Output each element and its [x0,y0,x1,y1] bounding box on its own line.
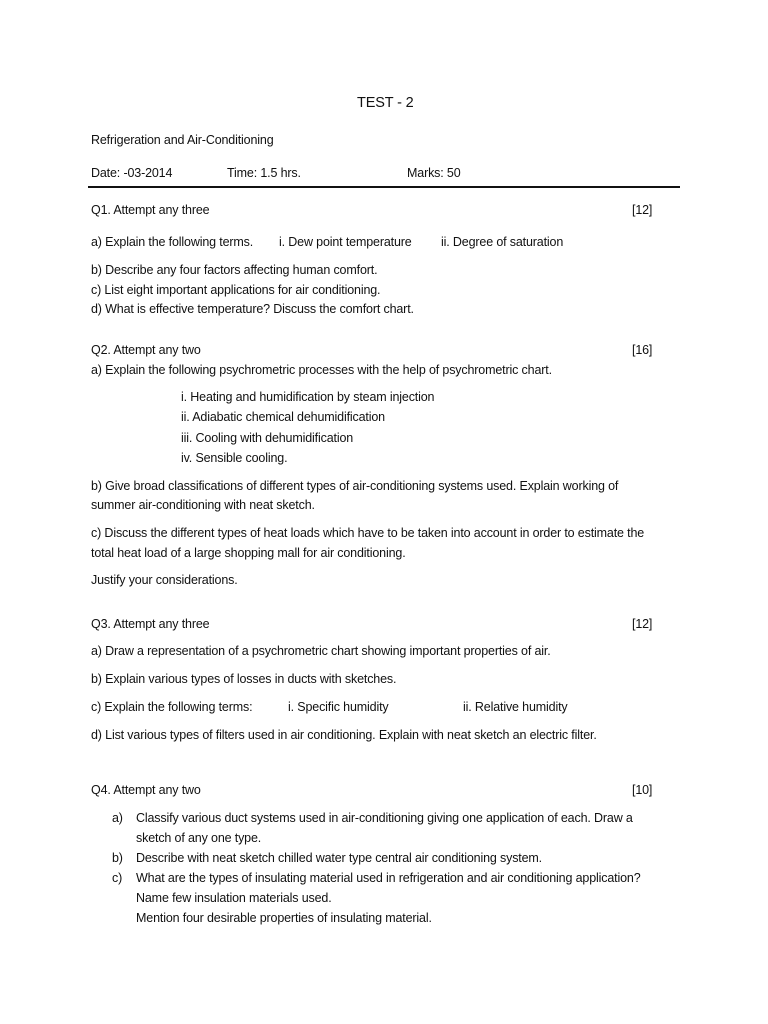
q1-c: c) List eight important applications for air conditioning. [91,283,381,297]
q1-a-term2: ii. Degree of saturation [441,235,564,249]
q2-marks: [16] [632,343,653,357]
q1-d: d) What is effective temperature? Discuss the comfort chart. [91,302,414,316]
q3-c-term1: i. Specific humidity [288,700,389,714]
q2-a: a) Explain the following psychrometric processes with the help of psychrometric chart. [91,363,552,377]
q4-c-label: c) [112,871,123,885]
q3-a: a) Draw a representation of a psychrometric chart showing important properties of air. [91,644,551,658]
q1-marks: [12] [632,203,653,217]
q2-heading: Q2. Attempt any two [91,343,201,357]
subject-title: Refrigeration and Air-Conditioning [91,133,274,147]
header-divider [88,186,680,188]
q3-b: b) Explain various types of losses in ducts with sketches. [91,672,397,686]
q1-a-term1: i. Dew point temperature [279,235,412,249]
q4-b-line1: Describe with neat sketch chilled water type central air conditioning system. [136,851,543,865]
q2-a-item: iii. Cooling with dehumidification [181,431,354,445]
q1-b: b) Describe any four factors affecting human comfort. [91,263,378,277]
q2-a-item: i. Heating and humidification by steam injection [181,390,435,404]
q3-c-prefix: c) Explain the following terms: [91,700,253,714]
q2-a-item: ii. Adiabatic chemical dehumidification [181,410,385,424]
q4-a-line1: Classify various duct systems used in air-conditioning giving one application of each. Draw a [136,811,633,825]
exam-time: Time: 1.5 hrs. [227,166,301,180]
test-title: TEST - 2 [357,95,414,111]
q2-c-line1: c) Discuss the different types of heat loads which have to be taken into account in order to estimate the [91,526,645,540]
q4-b-label: b) [112,851,123,865]
q3-heading: Q3. Attempt any three [91,617,210,631]
q4-c-line2: Name few insulation materials used. [136,891,332,905]
q2-a-item: iv. Sensible cooling. [181,451,288,465]
q2-b-line2: summer air-conditioning with neat sketch. [91,498,315,512]
q3-d: d) List various types of filters used in air conditioning. Explain with neat sketch an electric filter. [91,728,597,742]
exam-date: Date: -03-2014 [91,166,173,180]
q1-heading: Q1. Attempt any three [91,203,210,217]
q4-heading: Q4. Attempt any two [91,783,201,797]
q1-a-prefix: a) Explain the following terms. [91,235,254,249]
q4-a-line2: sketch of any one type. [136,831,262,845]
q4-marks: [10] [632,783,653,797]
q2-justify: Justify your considerations. [91,573,238,587]
q2-c-line2: total heat load of a large shopping mall for air conditioning. [91,546,406,560]
exam-marks: Marks: 50 [407,166,461,180]
q2-b-line1: b) Give broad classifications of different types of air-conditioning systems used. Explain working of [91,479,619,493]
q3-marks: [12] [632,617,653,631]
q3-c-term2: ii. Relative humidity [463,700,568,714]
q4-c-line3: Mention four desirable properties of insulating material. [136,911,432,925]
q4-c-line1: What are the types of insulating material used in refrigeration and air conditioning application? [136,871,641,885]
q4-a-label: a) [112,811,123,825]
